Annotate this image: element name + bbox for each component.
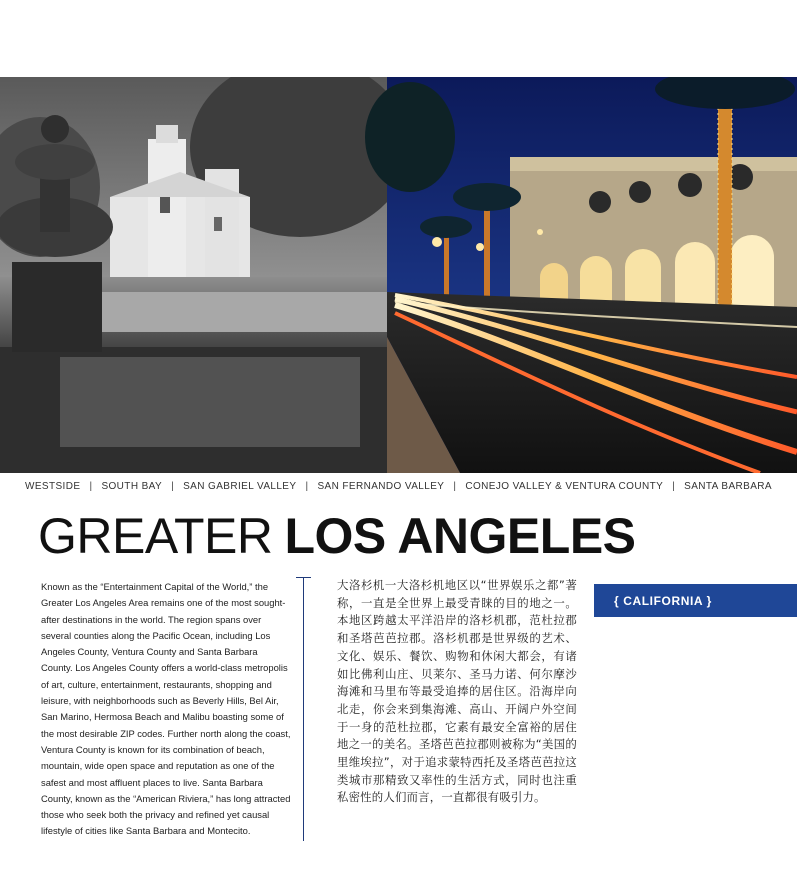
column-divider	[303, 577, 304, 841]
title-bold: LOS ANGELES	[284, 508, 636, 564]
right-night-photo	[365, 77, 797, 473]
region-san-fernando-valley[interactable]: SAN FERNANDO VALLEY	[317, 480, 445, 492]
region-separator: |	[672, 480, 676, 492]
region-conejo-valley-ventura[interactable]: CONEJO VALLEY & VENTURA COUNTY	[465, 480, 664, 492]
body-text-english: Known as the “Entertainment Capital of the World,” the Greater Los Angeles Area remains one of the most sought-after destinations in the world. The region spans over several counties along the Pacific Ocean, including Los Angeles County, Ventura County and Santa Barbara County. Los Angeles County offers a world-class metropolis of art, culture, entertainment, restaurants, shopping and leisure, with neighborhoods such as Beverly Hills, Bel Air, San Marino, Hermosa Beach and Malibu boasting some of the most desirable ZIP codes. Further north along the coast, Ventura County is known for its combination of beach, mountain, wide open space and reputation as one of the safest and most affluent places to live. Santa Barbara County, known as the “American Riviera,” has long attracted those who seek both the privacy and refined yet causal lifestyle of cities like Santa Barbara and Montecito.	[41, 581, 291, 837]
region-south-bay[interactable]: SOUTH BAY	[101, 480, 163, 492]
badge-label: { CALIFORNIA }	[614, 593, 712, 608]
title-light: GREATER	[38, 508, 273, 564]
region-separator: |	[171, 480, 175, 492]
region-santa-barbara[interactable]: SANTA BARBARA	[684, 480, 772, 492]
region-separator: |	[453, 480, 457, 492]
region-separator: |	[89, 480, 93, 492]
body-text-chinese: 大洛杉机一大洛杉机地区以“世界娱乐之都”著称，一直是全世界上最受青睐的目的地之一。本地区跨越太平洋沿岸的洛杉机郡，范杜拉郡和圣塔芭芭拉郡。洛杉机郡是世界级的艺术、文化、娱乐、餐饮、购物和休闲大都会，有诸如比佛利山庄、贝莱尔、圣马力诺、何尔摩沙海滩和马里布等最受追捧的居住区。沿海岸向北走，你会来到集海滩、高山、开阔户外空间于一身的范杜拉郡，它素有最安全富裕的居住地之一的美名。圣塔芭芭拉郡则被称为“美国的里维埃拉”，对于追求蒙特西托及圣塔芭芭拉这类城市那精致又率性的生活方式，同时也注重私密性的人们而言，一直都很有吸引力。	[337, 578, 577, 805]
region-westside[interactable]: WESTSIDE	[25, 480, 81, 492]
hero-image-strip	[0, 77, 797, 473]
region-san-gabriel-valley[interactable]: SAN GABRIEL VALLEY	[183, 480, 297, 492]
page-title	[38, 506, 636, 566]
region-separator: |	[305, 480, 309, 492]
california-badge	[594, 584, 797, 617]
hero-photos	[0, 77, 797, 473]
left-bw-photo	[0, 77, 410, 473]
region-nav	[0, 478, 797, 494]
